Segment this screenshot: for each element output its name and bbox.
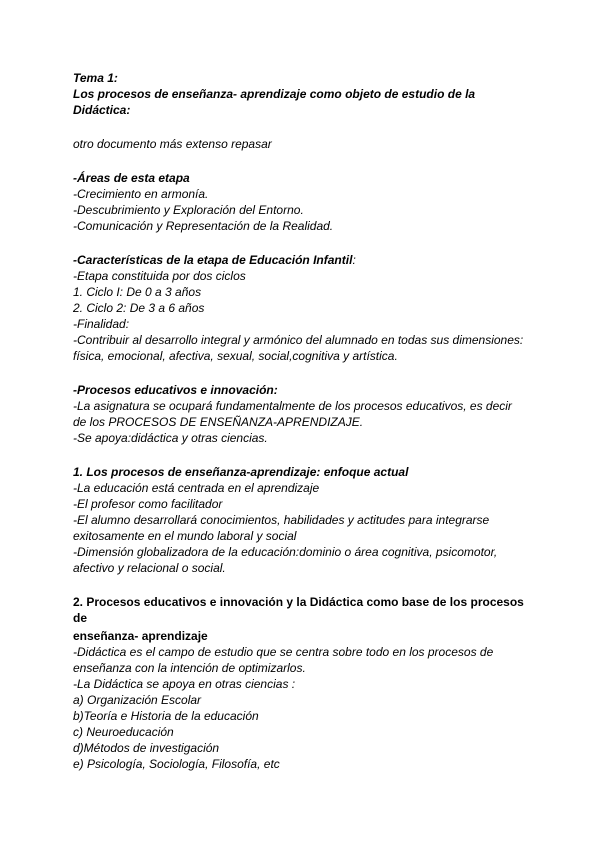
characteristics-heading-row [73, 252, 543, 268]
characteristics-line: 1. Ciclo I: De 0 a 3 años [73, 285, 202, 299]
topic-title-line-2: Didáctica: [73, 103, 131, 117]
section-2-heading-line: de [73, 611, 88, 625]
section-1-line: -El alumno desarrollará conocimientos, habilidades y actitudes para integrarse [73, 513, 490, 527]
section-2-line: a) Organización Escolar [73, 693, 202, 707]
characteristics-line: física, emocional, afectiva, sexual, social,cognitiva y artística. [73, 349, 398, 363]
section-2-line: -La Didáctica se apoya en otras ciencias : [73, 677, 296, 691]
characteristics-line: -Etapa constituida por dos ciclos [73, 269, 246, 283]
section-2-line: -Didáctica es el campo de estudio que se centra sobre todo en los procesos de [73, 645, 494, 659]
section-2-heading-line: 2. Procesos educativos e innovación y la Didáctica como base de los procesos [73, 595, 524, 609]
section-2-line: b)Teoría e Historia de la educación [73, 709, 259, 723]
section-1-line: -El profesor como facilitador [73, 497, 223, 511]
section-2-line: d)Métodos de investigación [73, 741, 220, 755]
topic-number: Tema 1: [73, 71, 118, 85]
review-note: otro documento más extenso repasar [73, 137, 272, 151]
processes-heading: -Procesos educativos e innovación: [73, 383, 278, 397]
section-1-line: exitosamente en el mundo laboral y social [73, 529, 297, 543]
processes-line: -Se apoya:didáctica y otras ciencias. [73, 431, 268, 445]
characteristics-line: 2. Ciclo 2: De 3 a 6 años [73, 301, 205, 315]
areas-item: -Crecimiento en armonía. [73, 187, 209, 201]
section-1-line: -Dimensión globalizadora de la educación:dominio o área cognitiva, psicomotor, [73, 545, 498, 559]
topic-title-line-1: Los procesos de enseñanza- aprendizaje como objeto de estudio de la [73, 87, 476, 101]
characteristics-line: -Finalidad: [73, 317, 130, 331]
characteristics-line: -Contribuir al desarrollo integral y armónico del alumnado en todas sus dimensiones: [73, 333, 524, 347]
characteristics-heading-colon: : [352, 253, 356, 267]
processes-line: -La asignatura se ocupará fundamentalmente de los procesos educativos, es decir [73, 399, 512, 413]
processes-line: de los PROCESOS DE ENSEÑANZA-APRENDIZAJE. [73, 415, 364, 429]
section-2-line: e) Psicología, Sociología, Filosofía, etc [73, 757, 280, 771]
section-1-line: -La educación está centrada en el aprendizaje [73, 481, 320, 495]
section-2-heading-line: enseñanza- aprendizaje [73, 629, 208, 643]
section-2-line: c) Neuroeducación [73, 725, 174, 739]
areas-item: -Comunicación y Representación de la Realidad. [73, 219, 334, 233]
areas-heading: -Áreas de esta etapa [73, 171, 190, 185]
document-content [73, 70, 543, 772]
section-1-line: afectivo y relacional o social. [73, 561, 226, 575]
characteristics-heading: -Características de la etapa de Educación Infantil [73, 253, 353, 267]
section-2-line: enseñanza con la intención de optimizarlos. [73, 661, 306, 675]
section-1-heading: 1. Los procesos de enseñanza-aprendizaje: enfoque actual [73, 465, 409, 479]
areas-item: -Descubrimiento y Exploración del Entorno. [73, 203, 304, 217]
